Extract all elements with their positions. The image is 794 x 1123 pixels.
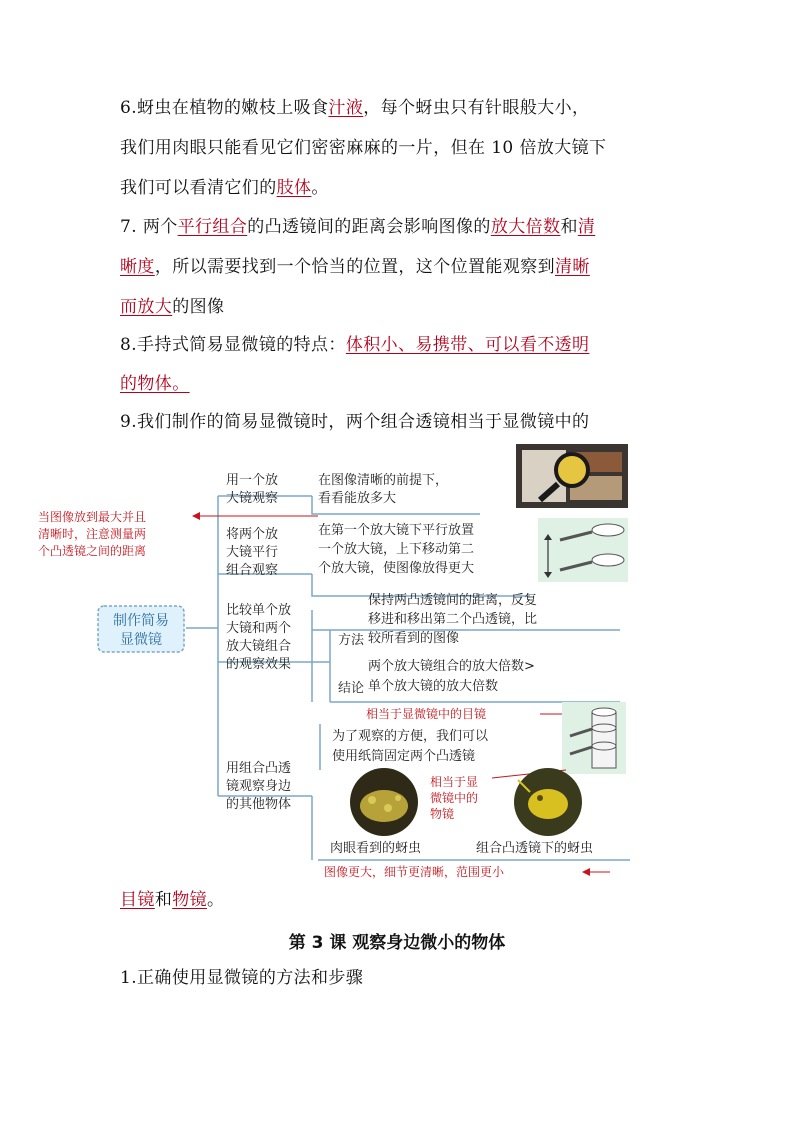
answer-clarity-b: 晰度 [120,257,155,277]
item-6-text-mid: ，每个蚜虫只有针眼般大小， [363,98,590,118]
branch-1-desc-1: 在图像清晰的前提下， [318,473,449,488]
left-note-line-1: 当图像放到最大并且 [38,510,147,524]
branch-3-method-label: 方法 [338,633,365,648]
magnifier-photo [516,444,628,508]
item-7-mid-1: 的凸透镜间的距离会影响图像的 [247,217,491,237]
answer-clarity-a: 清 [577,217,596,237]
item-7-suffix: 的图像 [172,297,225,317]
branch-1-label-1: 用一个放 [226,473,279,488]
answer-eyepiece: 目镜 [120,890,155,910]
lesson-title: 第 3 课 观察身边微小的物体 [288,933,506,953]
branch-2-desc-3: 个放大镜，使图像放得更大 [318,561,475,576]
bottom-note: 图像更大，细节更清晰，范围更小 [324,865,505,879]
left-note-arrowhead [192,512,200,520]
item-6-text: 6.蚜虫在植物的嫩枝上吸食 [120,98,329,118]
branch-2-desc-1: 在第一个放大镜下平行放置 [318,523,475,538]
answer-magnification: 放大倍数 [490,217,561,237]
aphid-photo-naked-eye [350,768,418,836]
branch-4-label-3: 的其他物体 [226,797,292,812]
item-8-prefix: 8.手持式简易显微镜的特点： [120,335,346,355]
aphid-caption-naked-eye: 肉眼看到的蚜虫 [330,841,422,856]
item-6-text-3: 我们可以看清它们的 [120,178,277,198]
branch-2-label-3: 组合观察 [226,563,279,578]
item-6-line-3 [120,176,329,200]
branch-1-label-2: 大镜观察 [226,491,279,506]
item-7-line-1 [120,215,595,239]
item-7-and: 和 [560,217,578,237]
branch-3-label-4: 的观察效果 [226,657,292,672]
lesson-item-1: 1.正确使用显微镜的方法和步骤 [120,968,364,988]
answer-clear-a: 清晰 [555,257,590,277]
item-6-period: 。 [311,178,329,198]
answer-features: 体积小、易携带、可以看不透明 [345,335,590,355]
branch-3-label-1: 比较单个放 [226,603,292,618]
answer-clear-b: 而放大 [120,297,173,317]
center-node-line-1: 制作简易 [113,613,169,629]
objective-note-line-2: 微镜中的 [430,791,479,805]
tube-diagram [562,702,626,774]
branch-1-desc-2: 看看能放多大 [318,491,397,506]
item-7-mid-3: ，所以需要找到一个恰当的位置，这个位置能观察到 [154,257,556,277]
branch-3-label-2: 大镜和两个 [226,621,292,636]
branch-2-label-1: 将两个放 [226,527,279,542]
item-9-line-1: 9.我们制作的简易显微镜时，两个组合透镜相当于显微镜中的 [120,412,590,432]
item-7-prefix: 7. 两个 [120,217,178,237]
mind-map [0,440,794,880]
item-6-line-1 [120,96,589,120]
branch-3-result-label: 结论 [338,681,365,696]
bottom-note-arrowhead [582,868,590,876]
branch-2-desc-2: 一个放大镜，上下移动第二 [318,542,475,557]
objective-note-line-3: 物镜 [430,807,455,821]
aphid-caption-magnified: 组合凸透镜下的蚜虫 [476,841,594,856]
branch-3-result-desc-2: 单个放大镜的放大倍数 [368,679,499,694]
two-lens-diagram [538,518,628,582]
branch-4-desc-2: 使用纸筒固定两个凸透镜 [332,749,476,764]
branch-2-label-2: 大镜平行 [226,545,279,560]
item-7-line-3 [120,295,224,319]
branch-3-method-desc-2: 移进和移出第二个凸透镜，比 [368,612,538,627]
branch-3-method-desc-3: 较所看到的图像 [368,631,460,646]
item-9-and: 和 [154,890,173,910]
branch-4-label-2: 镜观察身边 [226,779,292,794]
branch-4-label-1: 用组合凸透 [226,761,292,776]
answer-objective: 物镜 [172,890,208,910]
item-7-line-2 [120,255,590,279]
branch-3-label-3: 放大镜组合 [226,639,292,654]
branch-3-method-desc-1: 保持两凸透镜间的距离，反复 [368,593,538,608]
item-9-line-2 [120,888,224,912]
answer-sap: 汁液 [328,98,364,118]
branch-4-desc-1: 为了观察的方便，我们可以 [332,729,489,744]
left-note-line-2: 清晰时，注意测量两 [38,527,147,541]
aphid-photo-magnified [514,768,582,836]
item-9-period: 。 [207,890,225,910]
branch-3-result-desc-1: 两个放大镜组合的放大倍数> [368,659,535,674]
item-8-line-1 [120,333,589,357]
answer-limbs: 肢体 [276,178,312,198]
item-6-line-2: 我们用肉眼只能看见它们密密麻麻的一片，但在 10 倍放大镜下 [120,138,607,158]
center-node-line-2: 显微镜 [120,632,162,648]
eyepiece-note: 相当于显微镜中的目镜 [366,707,487,721]
objective-note-line-1: 相当于显 [430,775,479,789]
answer-features-end: 的物体。 [120,374,190,394]
item-8-line-2 [120,372,190,396]
left-note-line-3: 个凸透镜之间的距离 [38,544,147,558]
answer-parallel: 平行组合 [177,217,248,237]
